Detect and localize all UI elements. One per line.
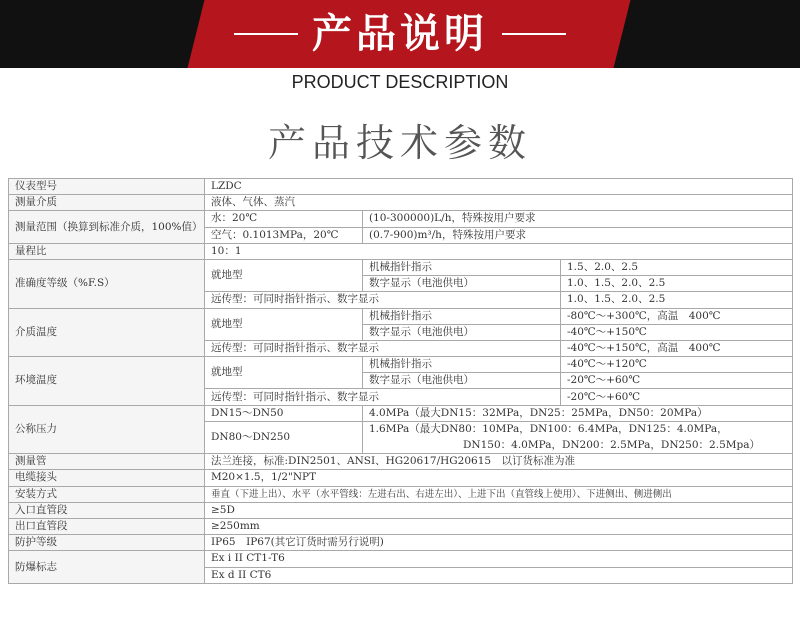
range-label: 测量范围（换算到标准介质，100%值） xyxy=(9,211,205,243)
medium-temp-digital: 数字显示（电池供电） xyxy=(363,324,561,340)
table-row xyxy=(9,535,793,551)
pressure-dn-large: DN80～DN250 xyxy=(205,421,363,453)
ratio-label: 量程比 xyxy=(9,243,205,259)
pressure-dn-small: DN15～DN50 xyxy=(205,405,363,421)
ratio-value: 10：1 xyxy=(205,243,793,259)
medium-value: 液体、气体、蒸汽 xyxy=(205,195,793,211)
env-temp-local: 就地型 xyxy=(205,357,363,389)
model-value: LZDC xyxy=(205,179,793,195)
accuracy-digital: 数字显示（电池供电） xyxy=(363,276,561,292)
model-label: 仪表型号 xyxy=(9,179,205,195)
table-row xyxy=(9,195,793,211)
table-row xyxy=(9,243,793,259)
pressure-dn-large-value-line2: DN150：4.0MPa，DN200：2.5MPa，DN250：2.5Mpa） xyxy=(363,438,793,454)
explosion-value-2: Ex d II CT6 xyxy=(205,567,793,583)
range-air-value: (0.7-900)m³/h，特殊按用户要求 xyxy=(363,227,793,243)
medium-temp-mech: 机械指针指示 xyxy=(363,308,561,324)
table-row xyxy=(9,502,793,518)
protection-label: 防护等级 xyxy=(9,535,205,551)
install-label: 安装方式 xyxy=(9,486,205,502)
accuracy-mech: 机械指针指示 xyxy=(363,259,561,275)
table-row xyxy=(9,486,793,502)
pressure-label: 公称压力 xyxy=(9,405,205,454)
range-water-value: (10-300000)L/h，特殊按用户要求 xyxy=(363,211,793,227)
banner-left-dash xyxy=(234,33,298,35)
accuracy-label: 准确度等级（%F.S） xyxy=(9,259,205,308)
section-title: 产品技术参数 xyxy=(267,121,532,165)
pressure-dn-small-value: 4.0MPa（最大DN15：32MPa，DN25：25MPa，DN50：20MPa） xyxy=(363,405,793,421)
banner-content xyxy=(0,0,800,68)
spec-table xyxy=(8,178,793,584)
table-row xyxy=(9,179,793,195)
medium-temp-remote: 远传型：可同时指针指示、数字显示 xyxy=(205,340,561,356)
outlet-label: 出口直管段 xyxy=(9,518,205,534)
table-row xyxy=(9,211,793,227)
header-banner xyxy=(0,0,800,68)
table-row xyxy=(9,551,793,567)
pressure-dn-large-value-line1: 1.6MPa（最大DN80：10MPa，DN100：6.4MPa，DN125：4.0MPa， xyxy=(363,421,793,437)
pipe-value: 法兰连接，标准:DIN2501、ANSI、HG20617/HG20615 以订货标准为准 xyxy=(205,454,793,470)
env-temp-mech: 机械指针指示 xyxy=(363,357,561,373)
table-row xyxy=(9,454,793,470)
inlet-value: ≥5D xyxy=(205,502,793,518)
protection-value: IP65 IP67(其它订货时需另行说明) xyxy=(205,535,793,551)
medium-label: 测量介质 xyxy=(9,195,205,211)
env-temp-remote-value: -20℃～+60℃ xyxy=(561,389,793,405)
env-temp-label: 环境温度 xyxy=(9,357,205,406)
medium-temp-mech-value: -80℃～+300℃，高温 400℃ xyxy=(561,308,793,324)
pipe-label: 测量管 xyxy=(9,454,205,470)
outlet-value: ≥250mm xyxy=(205,518,793,534)
env-temp-remote: 远传型：可同时指针指示、数字显示 xyxy=(205,389,561,405)
medium-temp-label: 介质温度 xyxy=(9,308,205,357)
accuracy-mech-value: 1.5、2.0、2.5 xyxy=(561,259,793,275)
install-value: 垂直（下进上出）、水平（水平管线：左进右出、右进左出）、上进下出（直管线上使用）、下进侧出、侧进侧出 xyxy=(205,486,793,502)
env-temp-mech-value: -40℃～+120℃ xyxy=(561,357,793,373)
explosion-label: 防爆标志 xyxy=(9,551,205,583)
table-row xyxy=(9,518,793,534)
page-subtitle: PRODUCT DESCRIPTION xyxy=(291,72,509,92)
table-row xyxy=(9,259,793,275)
explosion-value-1: Ex i II CT1-T6 xyxy=(205,551,793,567)
cable-value: M20×1.5，1/2"NPT xyxy=(205,470,793,486)
banner-right-dash xyxy=(502,33,566,35)
range-air: 空气：0.1013MPa，20℃ xyxy=(205,227,363,243)
page-title: 产品说明 xyxy=(312,11,488,57)
range-water: 水：20℃ xyxy=(205,211,363,227)
medium-temp-remote-value: -40℃～+150℃，高温 400℃ xyxy=(561,340,793,356)
table-row xyxy=(9,405,793,421)
table-row xyxy=(9,470,793,486)
env-temp-digital-value: -20℃～+60℃ xyxy=(561,373,793,389)
env-temp-digital: 数字显示（电池供电） xyxy=(363,373,561,389)
inlet-label: 入口直管段 xyxy=(9,502,205,518)
accuracy-digital-value: 1.0、1.5、2.0、2.5 xyxy=(561,276,793,292)
cable-label: 电缆接头 xyxy=(9,470,205,486)
table-row xyxy=(9,308,793,324)
medium-temp-local: 就地型 xyxy=(205,308,363,340)
medium-temp-digital-value: -40℃～+150℃ xyxy=(561,324,793,340)
accuracy-remote: 远传型：可同时指针指示、数字显示 xyxy=(205,292,561,308)
table-row xyxy=(9,357,793,373)
spec-table-wrapper xyxy=(8,178,792,584)
accuracy-remote-value: 1.0、1.5、2.0、2.5 xyxy=(561,292,793,308)
accuracy-local: 就地型 xyxy=(205,259,363,291)
